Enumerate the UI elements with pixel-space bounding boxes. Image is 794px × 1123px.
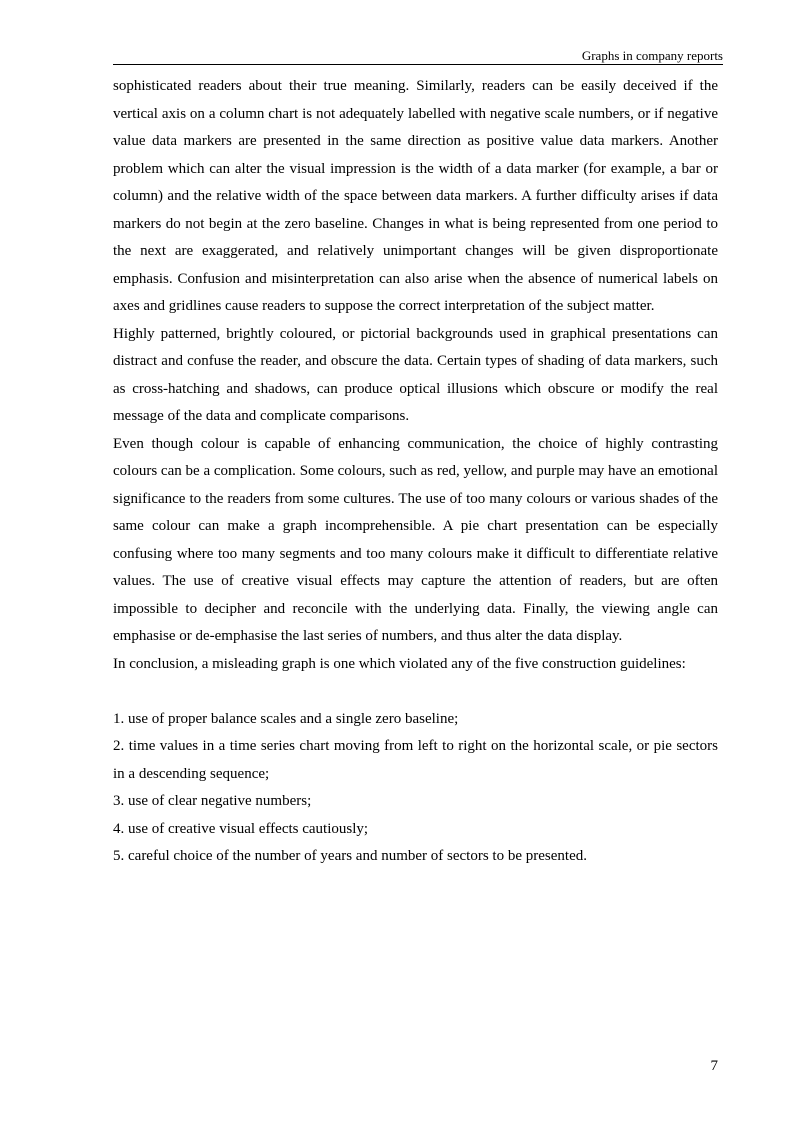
paragraph-misleading-axes: sophisticated readers about their true meaning. Similarly, readers can be easily deceived if the vertical axis on a column chart is not adequately labelled with negative scale numbers, or if negative value data markers are presented in the same direction as positive value data markers. Another problem which can alter the visual impression is the width of a data marker (for example, a bar or column) and the relative width of the space between data markers. A further difficulty arises if data markers do not begin at the zero baseline. Changes in what is being represented from one period to the next are exaggerated, and relatively unimportant changes will be given disproportionate emphasis. Confusion and misinterpretation can also arise when the absence of numerical labels on axes and gridlines cause readers to suppose the correct interpretation of the subject matter. — [113, 78, 718, 314]
guideline-item-5: 5. careful choice of the number of years and number of sectors to be presented. — [113, 848, 587, 864]
guideline-item-2: 2. time values in a time series chart moving from left to right on the horizontal scale, or pie sectors in a descending sequence; — [113, 738, 718, 782]
page-number: 7 — [710, 1058, 718, 1074]
guideline-item-3: 3. use of clear negative numbers; — [113, 793, 312, 809]
guideline-item-1: 1. use of proper balance scales and a single zero baseline; — [113, 710, 459, 727]
guideline-item-4: 4. use of creative visual effects cautiously; — [113, 820, 369, 837]
running-head-title: Graphs in company reports — [581, 48, 723, 63]
paragraph-conclusion: In conclusion, a misleading graph is one which violated any of the five construction guidelines: — [113, 655, 686, 672]
body-text — [113, 73, 718, 871]
list-spacer — [113, 678, 718, 706]
paragraph-colour: Even though colour is capable of enhancing communication, the choice of highly contrasting colours can be a complication. Some colours, such as red, yellow, and purple may have an emotional significance to the readers from some cultures. The use of too many colours or various shades of the same colour can make a graph incomprehensible. A pie chart presentation can be especially confusing where too many segments and too many colours make it difficult to differentiate relative values. The use of creative visual effects may capture the attention of readers, but are often impossible to decipher and reconcile with the underlying data. Finally, the viewing angle can emphasise or de-emphasise the last series of numbers, and thus alter the data display. — [113, 435, 718, 644]
paragraph-backgrounds: Highly patterned, brightly coloured, or pictorial backgrounds used in graphical presentations can distract and confuse the reader, and obscure the data. Certain types of shading of data markers, such as cross-hatching and shadows, can produce optical illusions which obscure or modify the real message of the data and complicate comparisons. — [113, 325, 718, 424]
header-rule — [113, 64, 723, 65]
